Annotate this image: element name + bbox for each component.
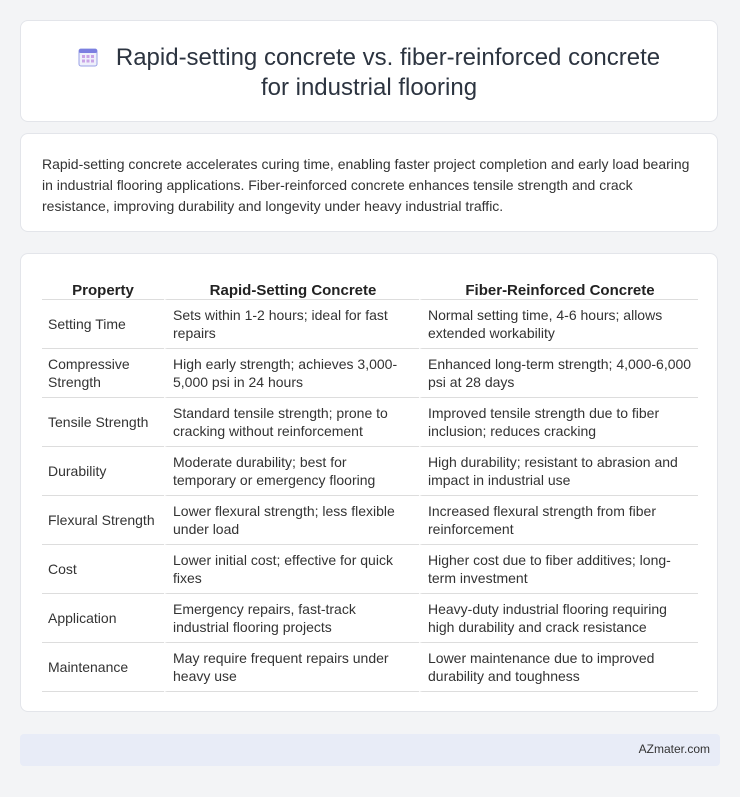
- row-property: Compressive Strength: [42, 349, 164, 398]
- row-rapid-value: High early strength; achieves 3,000-5,000 psi in 24 hours: [164, 349, 419, 398]
- row-property: Cost: [42, 545, 164, 594]
- row-fiber-value: Heavy-duty industrial flooring requiring high durability and crack resistance: [419, 594, 698, 643]
- intro-card: [20, 133, 718, 232]
- row-property: Durability: [42, 447, 164, 496]
- table-row: [42, 545, 698, 594]
- intro-paragraph: Rapid-setting concrete accelerates curing time, enabling faster project completion and early load bearing in industrial flooring applications. Fiber-reinforced concrete enhances tensile strength and crack resistance, improving durability and longevity under heavy industrial traffic.: [42, 156, 690, 214]
- header-fiber-reinforced: Fiber-Reinforced Concrete: [419, 276, 698, 300]
- row-rapid-value: Moderate durability; best for temporary or emergency flooring: [164, 447, 419, 496]
- row-property: Application: [42, 594, 164, 643]
- row-rapid-value: Lower initial cost; effective for quick fixes: [164, 545, 419, 594]
- table-header-row: [42, 276, 698, 300]
- row-fiber-value: Lower maintenance due to improved durability and toughness: [419, 643, 698, 692]
- footer-site-link[interactable]: AZmater.com: [638, 742, 710, 756]
- table-row: [42, 594, 698, 643]
- header-rapid-setting: Rapid-Setting Concrete: [164, 276, 419, 300]
- row-rapid-value: Emergency repairs, fast-track industrial flooring projects: [164, 594, 419, 643]
- title-card: [20, 20, 718, 122]
- row-property: Tensile Strength: [42, 398, 164, 447]
- table-row: [42, 398, 698, 447]
- row-rapid-value: May require frequent repairs under heavy use: [164, 643, 419, 692]
- row-rapid-value: Standard tensile strength; prone to cracking without reinforcement: [164, 398, 419, 447]
- row-fiber-value: Enhanced long-term strength; 4,000-6,000 psi at 28 days: [419, 349, 698, 398]
- row-property: Setting Time: [42, 300, 164, 349]
- comparison-table: [42, 276, 698, 692]
- row-fiber-value: Improved tensile strength due to fiber inclusion; reduces cracking: [419, 398, 698, 447]
- table-row: [42, 496, 698, 545]
- row-rapid-value: Lower flexural strength; less flexible under load: [164, 496, 419, 545]
- page-title-wrap: [21, 43, 717, 103]
- calendar-icon: [78, 47, 98, 67]
- row-fiber-value: Normal setting time, 4-6 hours; allows extended workability: [419, 300, 698, 349]
- table-row: [42, 349, 698, 398]
- table-row: [42, 643, 698, 692]
- table-row: [42, 300, 698, 349]
- page-title: Rapid-setting concrete vs. fiber-reinforced concrete for industrial flooring: [115, 44, 661, 101]
- table-card: [20, 253, 718, 712]
- header-property: Property: [42, 276, 164, 300]
- row-rapid-value: Sets within 1-2 hours; ideal for fast repairs: [164, 300, 419, 349]
- table-row: [42, 447, 698, 496]
- row-fiber-value: High durability; resistant to abrasion and impact in industrial use: [419, 447, 698, 496]
- row-property: Maintenance: [42, 643, 164, 692]
- footer-bar: [20, 734, 720, 766]
- row-property: Flexural Strength: [42, 496, 164, 545]
- row-fiber-value: Increased flexural strength from fiber reinforcement: [419, 496, 698, 545]
- row-fiber-value: Higher cost due to fiber additives; long-term investment: [419, 545, 698, 594]
